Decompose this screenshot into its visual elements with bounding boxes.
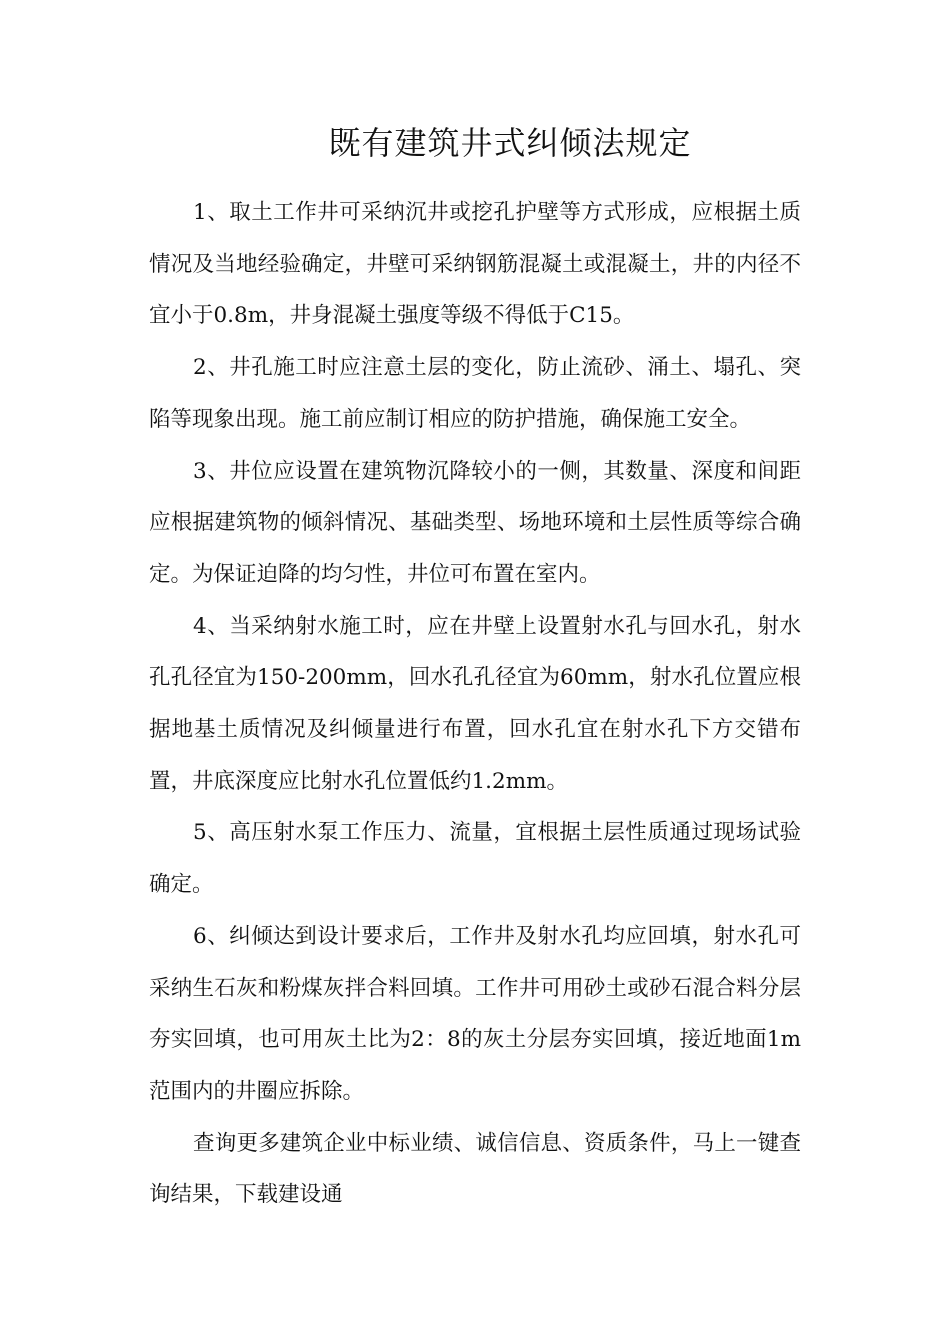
paragraph-4: 4、当采纳射水施工时，应在井壁上设置射水孔与回水孔，射水孔孔径宜为150-200mm，回水孔孔径宜为60mm，射水孔位置应根据地基土质情况及纠倾量进行布置，回水孔宜在射水孔下方交错布置，井底深度应比射水孔位置低约1.2mm。 (149, 613, 801, 794)
promo-paragraph: 查询更多建筑企业中标业绩、诚信信息、资质条件，马上一键查询结果，下载建设通 (149, 1130, 801, 1208)
paragraph-1: 1、取土工作井可采纳沉井或挖孔护壁等方式形成，应根据土质情况及当地经验确定，井壁可采纳钢筋混凝土或混凝土，井的内径不宜小于0.8m，井身混凝土强度等级不得低于C15。 (149, 200, 801, 329)
document-title: 既有建筑井式纠倾法规定 (328, 124, 692, 162)
paragraph-6: 6、纠倾达到设计要求后，工作井及射水孔均应回填，射水孔可采纳生石灰和粉煤灰拌合料回填。工作井可用砂土或砂石混合料分层夯实回填，也可用灰土比为2：8的灰土分层夯实回填，接近地面1m范围内的井圈应拆除。 (149, 923, 801, 1104)
document-body (149, 187, 801, 1221)
paragraph-2: 2、井孔施工时应注意土层的变化，防止流砂、涌土、塌孔、突陷等现象出现。施工前应制订相应的防护措施，确保施工安全。 (149, 355, 801, 432)
paragraph-5: 5、高压射水泵工作压力、流量，宜根据土层性质通过现场试验确定。 (149, 820, 801, 898)
paragraph-3: 3、井位应设置在建筑物沉降较小的一侧，其数量、深度和间距应根据建筑物的倾斜情况、基础类型、场地环境和土层性质等综合确定。为保证迫降的均匀性，井位可布置在室内。 (149, 458, 801, 587)
